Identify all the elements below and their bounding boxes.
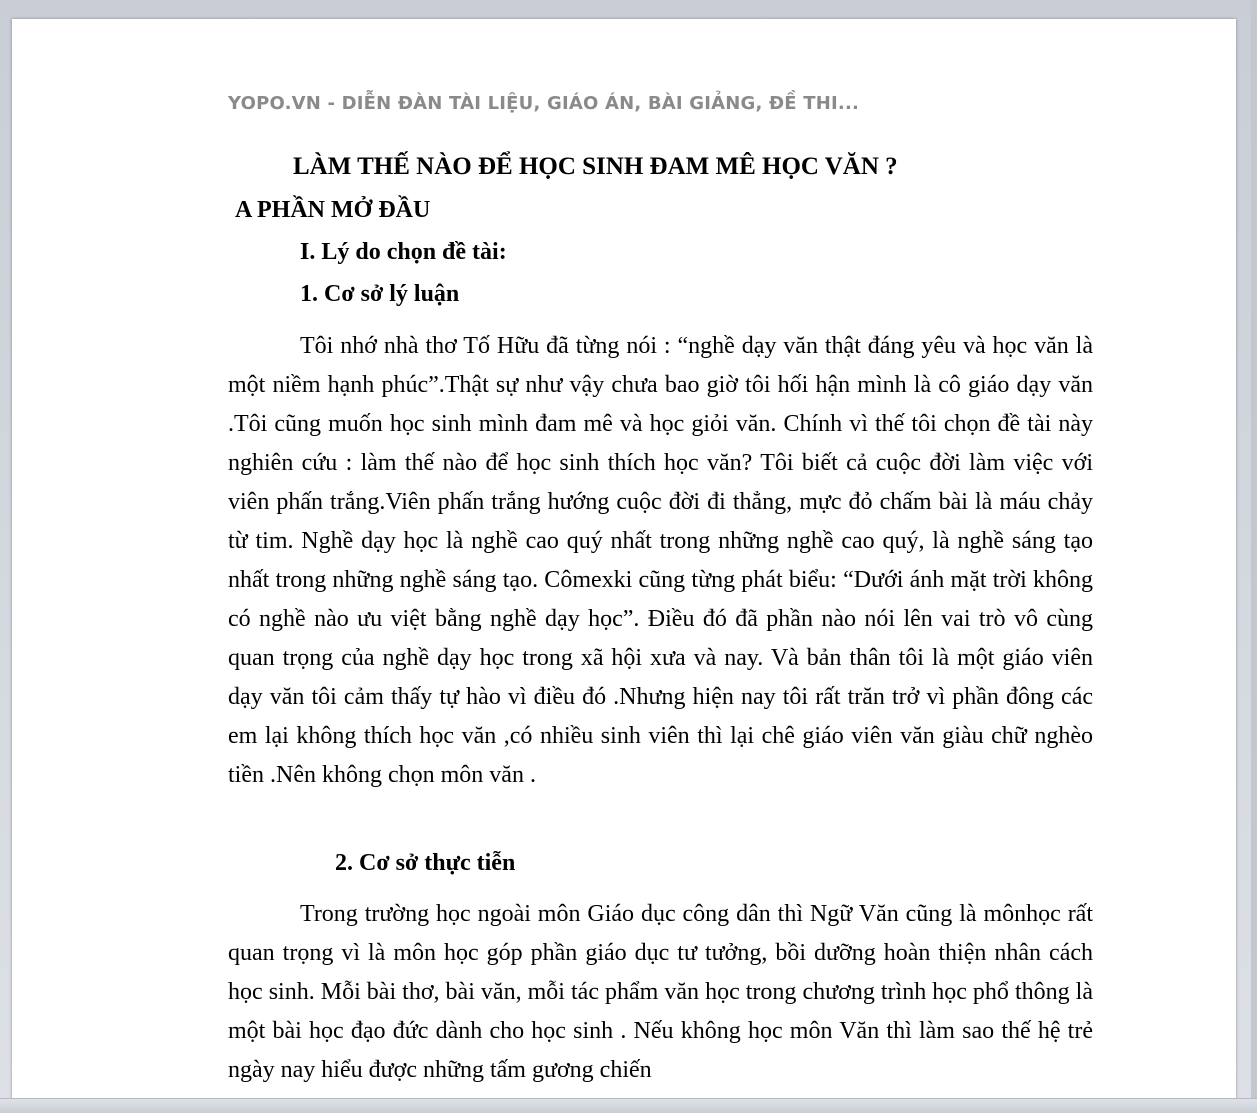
subsection-heading-1: 1. Cơ sở lý luận xyxy=(300,281,460,307)
body-paragraph-1: Tôi nhớ nhà thơ Tố Hữu đã từng nói : “nghề dạy văn thật đáng yêu và học văn là một niềm hạnh phúc”.Thật sự như vậy chưa bao giờ tôi hối hận mình là cô giáo dạy văn .Tôi cũng muốn học sinh mình đam mê và học giỏi văn. Chính vì thế tôi chọn đề tài này nghiên cứu : làm thế nào để học sinh thích học văn? Tôi biết cả cuộc đời làm việc với viên phấn trắng.Viên phấn trắng hướng cuộc đời đi thẳng, mực đỏ chấm bài là máu chảy từ tim. Nghề dạy học là nghề cao quý nhất trong những nghề cao quý, là nghề sáng tạo nhất trong những nghề sáng tạo. Cômexki cũng từng phát biểu: “Dưới ánh mặt trời không có nghề nào ưu việt bằng nghề dạy học”. Điều đó đã phần nào nói lên vai trò vô cùng quan trọng của nghề dạy học trong xã hội xưa và nay. Và bản thân tôi là một giáo viên dạy văn tôi cảm thấy tự hào vì điều đó .Nhưng hiện nay tôi rất trăn trở vì phần đông các em lại không thích học văn ,có nhiều sinh viên thì lại chê giáo viên văn giàu chữ nghèo tiền .Nên không chọn môn văn . xyxy=(228,333,1093,788)
document-title-text: LÀM THẾ NÀO ĐỂ HỌC SINH ĐAM MÊ HỌC VĂN ? xyxy=(293,153,898,180)
page-header: YOPO.VN - DIỄN ĐÀN TÀI LIỆU, GIÁO ÁN, BÀI GIẢNG, ĐỀ THI... xyxy=(228,93,860,114)
status-bar xyxy=(0,1098,1257,1113)
section-heading-a: A PHẦN MỞ ĐẦU xyxy=(235,197,431,223)
body-paragraph-2: Trong trường học ngoài môn Giáo dục công dân thì Ngữ Văn cũng là mônhọc rất quan trọng vì là môn học góp phần giáo dục tư tưởng, bồi dưỡng hoàn thiện nhân cách học sinh. Mỗi bài thơ, bài văn, mỗi tác phẩm văn học trong chương trình học phổ thông là một bài học đạo đức dành cho học sinh . Nếu không học môn Văn thì làm sao thế hệ trẻ ngày nay hiểu được những tấm gương chiến xyxy=(228,901,1093,1083)
section-heading-i: I. Lý do chọn đề tài: xyxy=(300,239,507,265)
document-page[interactable] xyxy=(12,19,1236,1113)
vertical-scrollbar[interactable] xyxy=(1251,0,1257,1113)
document-title xyxy=(293,153,898,181)
subsection-heading-2: 2. Cơ sở thực tiễn xyxy=(335,850,516,876)
